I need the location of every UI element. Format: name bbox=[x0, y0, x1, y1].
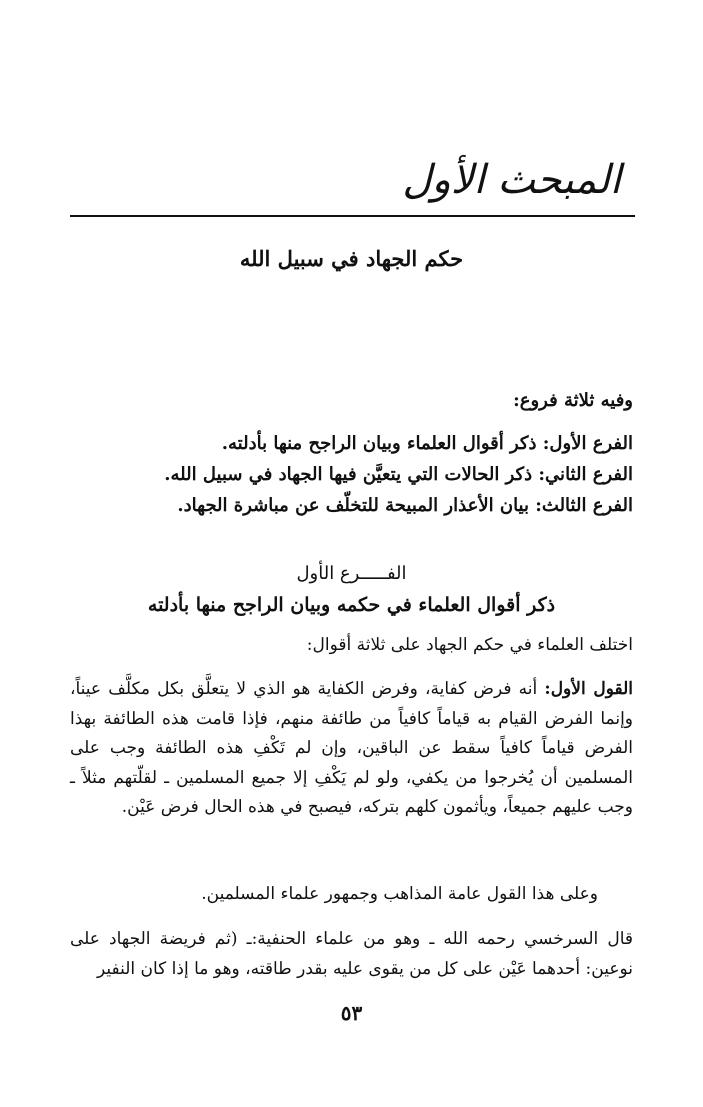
scholars-intro: اختلف العلماء في حكم الجهاد على ثلاثة أقوال: bbox=[306, 635, 633, 655]
branch-list bbox=[164, 428, 633, 521]
first-opinion-paragraph bbox=[70, 675, 633, 823]
chapter-title: المبحث الأول bbox=[402, 157, 621, 203]
branch-one-title: ذكر أقوال العلماء في حكمه وبيان الراجح منها بأدلته bbox=[147, 594, 556, 616]
branch-item-3: الفرع الثالث: بيان الأعذار المبيحة للتخلّف عن مباشرة الجهاد. bbox=[177, 495, 633, 516]
sarakhsi-quote-paragraph: قال السرخسي رحمه الله ـ وهو من علماء الحنفية:ـ (ثم فريضة الجهاد على نوعين: أحدهما عَيْن على كل من يقوى عليه بقدر طاقته، وهو ما إذا كان النفير bbox=[70, 929, 633, 979]
first-opinion-lead: القول الأول: bbox=[544, 679, 634, 699]
branch-one-heading: الفـــــرع الأول bbox=[296, 563, 407, 584]
section-heading: حكم الجهاد في سبيل الله bbox=[239, 246, 464, 271]
branches-intro: وفيه ثلاثة فروع: bbox=[513, 390, 633, 411]
branch-item-1: الفرع الأول: ذكر أقوال العلماء وبيان الراجح منها بأدلته. bbox=[221, 433, 633, 454]
first-opinion-text: أنه فرض كفاية، وفرض الكفاية هو الذي لا يتعلَّق بكل مكلَّف عيناً، وإنما الفرض القيام به قياماً كافياً من طائفة منهم، فإذا قامت هذه الطائفة بهذا الفرض قياماً كافياً سقط عن الباقين، وإن لم تَكْفِ هذه الطائفة وجب على المسلمين أن يُخرجوا من يكفي، ولو لم يَكْفِ إلا جميع المسلمين ـ لقلّتهم مثلاً ـ وجب عليهم جميعاً، ويأثمون كلهم بتركه، فيصبح في هذه الحال فرض عَيْن. bbox=[70, 679, 633, 817]
majority-paragraph: وعلى هذا القول عامة المذاهب وجمهور علماء المسلمين. bbox=[201, 884, 598, 904]
title-divider bbox=[70, 215, 635, 217]
page-number: ٥٣ bbox=[340, 1001, 363, 1025]
branch-item-2: الفرع الثاني: ذكر الحالات التي يتعيَّن فيها الجهاد في سبيل الله. bbox=[164, 464, 633, 485]
